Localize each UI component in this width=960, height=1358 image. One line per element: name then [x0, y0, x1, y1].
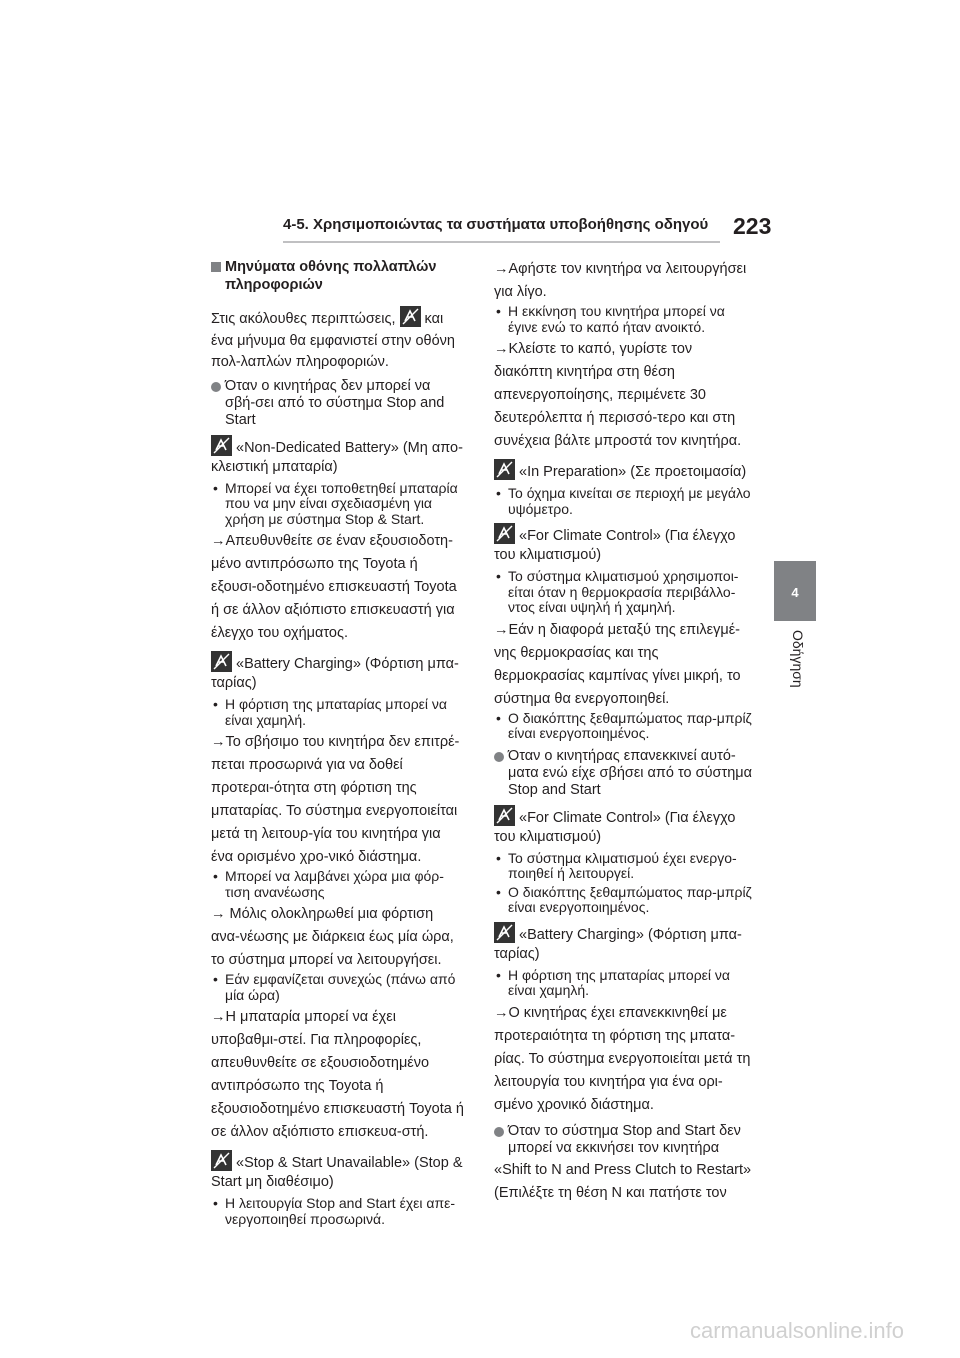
message-item: «In Preparation» (Σε προετοιμασία) [494, 459, 752, 482]
action-text: →Απευθυνθείτε σε έναν εξουσιοδοτη-μένο αντιπρόσωπο της Toyota ή εξουσι-οδοτημένο επισκευαστή Toyota ή σε άλλον αξιόπιστο επισκευαστή για έλεγχο του οχήματος. [211, 533, 457, 641]
action-text: →Αφήστε τον κινητήρα να λειτουργήσει για λίγο. [494, 261, 747, 300]
message-item: «For Climate Control» (Για έλεγχο του κλιματισμού) [494, 805, 752, 847]
message-item: «Battery Charging» (Φόρτιση μπα-ταρίας) [494, 922, 752, 964]
sub-item: • Μπορεί να λαμβάνει χώρα μια φόρ-τιση ανανέωσης [213, 868, 444, 900]
action-text: →Το σβήσιμο του κινητήρα δεν επιτρέ-πεται προσωρινά για να δοθεί προτεραι-ότητα στη φόρτιση της μπαταρίας. Το σύστημα ενεργοποιείται μετά τη λειτουρ-γία του κινητήρα για ένα ορισμένο χρο-νικό διάστημα. [211, 734, 460, 865]
case-item: Όταν ο κινητήρας δεν μπορεί να σβή-σει από το σύστημα Stop and Start [211, 378, 464, 429]
stop-start-indicator-icon [400, 306, 421, 327]
right-column [494, 258, 752, 1205]
sub-item: • Ο διακόπτης ξεθαμπώματος παρ-μπρίζ είναι ενεργοποιημένος. [496, 709, 752, 741]
sub-item: • Μπορεί να έχει τοποθετηθεί μπαταρία που να μην είναι σχεδιασμένη για χρήση με σύστημα Stop & Start. [213, 479, 458, 527]
chapter-tab [774, 561, 816, 621]
action-text: →Ο κινητήρας έχει επανεκκινηθεί με προτεραιότητα τη φόρτιση της μπατα-ρίας. Το σύστημα ενεργοποιείται μετά τη λειτουργία του κινητήρα για ένα ορι-σμένο χρονικό διάστημα. [494, 1004, 751, 1113]
sub-item: • Ο διακόπτης ξεθαμπώματος παρ-μπρίζ είναι ενεργοποιημένος. [496, 883, 752, 915]
message-item: «Non-Dedicated Battery» (Μη απο-κλειστική μπαταρία) [211, 435, 464, 477]
sub-item: • Το όχημα κινείται σε περιοχή με μεγάλο υψόμετρο. [496, 485, 751, 517]
action-text: → Μόλις ολοκληρωθεί μια φόρτιση ανα-νέωσης με διάρκεια έως μία ώρα, το σύστημα μπορεί να λειτουργήσει. [211, 906, 454, 968]
action-text: →Η μπαταρία μπορεί να έχει υποβαθμι-στεί. Για πληροφορίες, απευθυνθείτε σε εξουσιοδοτημένο αντιπρόσωπο της Toyota ή εξουσιοδοτημένο επισκευαστή Toyota ή σε άλλον αξιόπιστο επισκευα-στή. [211, 1009, 464, 1140]
stop-start-indicator-icon [494, 922, 515, 943]
stop-start-indicator-icon [211, 651, 232, 672]
action-text: →Εάν η διαφορά μεταξύ της επιλεγμέ-νης θερμοκρασίας και της θερμοκρασίας καμπίνας γίνει μικρή, το σύστημα θα ενεργοποιηθεί. [494, 621, 741, 707]
circle-bullet-icon [211, 382, 221, 392]
sub-item: • Η φόρτιση της μπαταρίας μπορεί να είναι χαμηλή. [496, 966, 731, 998]
action-text: →Κλείστε το καπό, γυρίστε τον διακόπτη κινητήρα στη θέση απενεργοποίησης, περιμένετε 30 δευτερόλεπτα ή περισσό-τερο και στη συνέχεια βάλτε μπροστά τον κινητήρα. [494, 341, 742, 449]
case-item: Όταν το σύστημα Stop and Start δεν μπορεί να εκκινήσει τον κινητήρα [494, 1123, 752, 1157]
stop-start-indicator-icon [494, 523, 515, 544]
stop-start-indicator-icon [211, 1150, 232, 1171]
sub-item: • Το σύστημα κλιματισμού χρησιμοποι-είται όταν η θερμοκρασία περιβάλλο-ντος είναι υψηλή ή χαμηλή. [496, 568, 739, 615]
sub-item: • Η φόρτιση της μπαταρίας μπορεί να είναι χαμηλή. [213, 696, 448, 728]
watermark: carmanualsonline.info [690, 1318, 905, 1343]
sub-item: • Το σύστημα κλιματισμού έχει ενεργο-ποιηθεί ή λειτουργεί. [496, 849, 737, 881]
section-title: 4-5. Χρησιμοποιώντας τα συστήματα υποβοήθησης οδηγού [283, 216, 709, 233]
chapter-number: 4 [791, 585, 799, 600]
message-item: «Stop & Start Unavailable» (Stop & Start μη διαθέσιμο) [211, 1150, 464, 1192]
section-heading: Μηνύματα οθόνης πολλαπλών πληροφοριών [211, 258, 464, 294]
square-bullet-icon [211, 262, 221, 272]
message-item: «Battery Charging» (Φόρτιση μπα-ταρίας) [211, 651, 464, 693]
intro-paragraph: Στις ακόλουθες περιπτώσεις, και ένα μήνυμα θα εμφανιστεί στην οθόνη πολ-λαπλών πληροφοριών. [211, 306, 464, 374]
circle-bullet-icon [494, 1127, 504, 1137]
sub-item: • Εάν εμφανίζεται συνεχώς (πάνω από μία ώρα) [213, 971, 456, 1003]
stop-start-indicator-icon [494, 459, 515, 480]
sub-item: • Η εκκίνηση του κινητήρα μπορεί να έγινε ενώ το καπό ήταν ανοικτό. [496, 303, 725, 335]
stop-start-indicator-icon [494, 805, 515, 826]
message-text: «Shift to N and Press Clutch to Restart» (Επιλέξτε τη θέση N και πατήστε τον [494, 1161, 752, 1201]
case-item: Όταν ο κινητήρας επανεκκινεί αυτό-ματα ενώ είχε σβήσει από το σύστημα Stop and Start [494, 748, 752, 799]
chapter-label: Οδήγηση [790, 630, 806, 688]
page-number: 223 [733, 213, 772, 239]
stop-start-indicator-icon [211, 435, 232, 456]
sub-item: • Η λειτουργία Stop and Start έχει απε-νεργοποιηθεί προσωρινά. [213, 1195, 456, 1227]
circle-bullet-icon [494, 752, 504, 762]
message-item: «For Climate Control» (Για έλεγχο του κλιματισμού) [494, 523, 752, 565]
left-column [211, 258, 464, 1230]
